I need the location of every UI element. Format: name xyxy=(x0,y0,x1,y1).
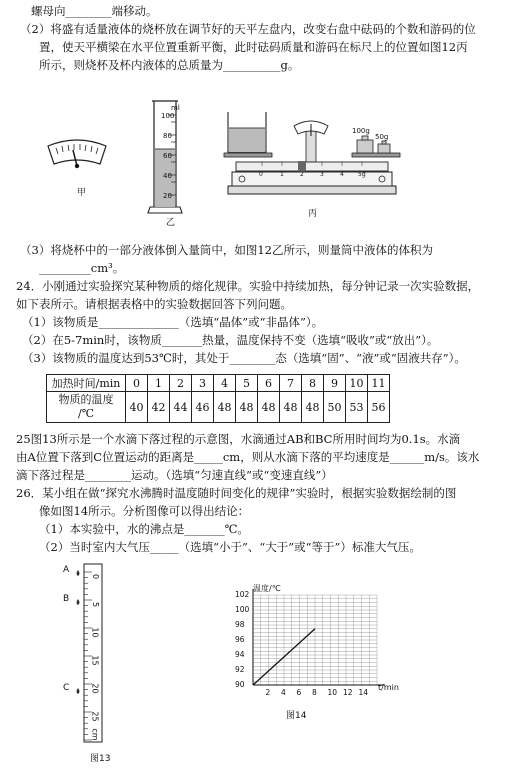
table-cell: 48 xyxy=(258,392,280,423)
table-cell: 44 xyxy=(170,392,192,423)
line-11: （3）该物质的温度达到53℃时，其处于________态（选填“固”、“液”或“固液共存”）。 xyxy=(22,351,466,365)
y-tick-label: 94 xyxy=(235,650,245,659)
scale-num-5g: 5g xyxy=(358,171,366,178)
y-tick-label: 92 xyxy=(235,665,245,674)
line-03: 置，使天平横梁在水平位置重新平衡，此时砝码质量和游码在标尺上的位置如图12丙 xyxy=(39,40,468,54)
figure-13-caption: 图13 xyxy=(90,754,111,764)
line-08: 如下表所示。请根据表格中的实验数据回答下列问题。 xyxy=(16,297,292,311)
line-15: 26．某小组在做“探究水沸腾时温度随时间变化的规律”实验时，根据实验数据绘制的图 xyxy=(16,486,457,500)
table-cell: 10 xyxy=(346,375,368,392)
line-16: 像如图14所示。分析图像可以得出结论： xyxy=(39,504,250,518)
cylinder-tick-60: 60 xyxy=(163,152,172,160)
figure-12-bing-label: 丙 xyxy=(308,209,318,219)
line-17: （1）本实验中，水的沸点是_______℃。 xyxy=(39,522,249,536)
line-13: 由A位置下落到C位置运动的距离是_____cm，则从水滴下落的平均速度是______m/s。该水 xyxy=(16,450,480,464)
y-tick-label: 98 xyxy=(235,620,245,629)
table-cell: 48 xyxy=(214,392,236,423)
y-tick-label: 100 xyxy=(235,605,250,614)
line-12: 25图13所示是一个水滴下落过程的示意图，水滴通过AB和BC所用时间均为0.1s。水滴 xyxy=(16,432,461,446)
table-cell: 48 xyxy=(236,392,258,423)
table-cell: 8 xyxy=(302,375,324,392)
point-b-label: B xyxy=(63,594,70,604)
weight-100g: 100g xyxy=(352,127,370,135)
ruler-num-15: 15 xyxy=(90,655,100,666)
ruler-num-0: 0 xyxy=(91,573,101,580)
figure-12-yi-label: 乙 xyxy=(166,218,176,228)
line-02: （2）将盛有适量液体的烧杯放在调节好的天平左盘内，改变右盘中砝码的个数和游码的位 xyxy=(20,22,476,36)
line-05: （3）将烧杯中的一部分液体倒入量筒中，如图12乙所示，则量筒中液体的体积为 xyxy=(20,243,433,257)
ruler-num-5: 5 xyxy=(91,601,101,608)
line-10: （2）在5-7min时，该物质_______热量，温度保持不变（选填“吸收”或“放出”）。 xyxy=(22,333,439,347)
table-cell: 7 xyxy=(280,375,302,392)
ruler-unit: cm xyxy=(90,728,100,741)
melting-data-table xyxy=(46,374,390,423)
table-row-temp xyxy=(47,392,390,423)
x-tick-label: 6 xyxy=(296,688,302,697)
scale-num-2: 2 xyxy=(300,171,304,178)
x-tick-label: 4 xyxy=(281,688,286,697)
point-a-label: A xyxy=(63,565,70,575)
ruler-num-10: 10 xyxy=(90,627,100,638)
chart-ylabel: 温度/℃ xyxy=(253,584,281,593)
scale-num-3: 3 xyxy=(320,171,324,178)
table-cell: 1 xyxy=(148,375,170,392)
figure-12-jia-label: 甲 xyxy=(77,188,87,198)
table-cell: 46 xyxy=(192,392,214,423)
chart-xlabel: t/min xyxy=(378,683,399,692)
line-14: 滴下落过程是________运动。（选填“匀速直线”或“变速直线”） xyxy=(16,468,333,482)
point-c-label: C xyxy=(63,683,70,693)
ruler-num-25: 25 xyxy=(90,711,100,722)
cylinder-unit: ml xyxy=(171,104,180,112)
cylinder-tick-40: 40 xyxy=(163,172,172,180)
line-09: （1）该物质是______________（选填“晶体”或“非晶体”）。 xyxy=(22,315,324,329)
scale-num-4: 4 xyxy=(340,171,344,178)
ruler-num-20: 20 xyxy=(90,683,100,694)
y-tick-label: 90 xyxy=(235,680,245,689)
line-06: _________cm³。 xyxy=(39,261,125,275)
table-cell: 5 xyxy=(236,375,258,392)
table-header-temp-b: /℃ xyxy=(77,407,94,420)
cylinder-tick-80: 80 xyxy=(163,132,172,140)
line-18: （2）当时室内大气压_____（选填“小于”、“大于”或“等于”）标准大气压。 xyxy=(39,540,421,554)
table-cell: 2 xyxy=(170,375,192,392)
table-cell: 0 xyxy=(126,375,148,392)
table-row-time xyxy=(47,375,390,392)
scale-num-1: 1 xyxy=(280,171,284,178)
x-tick-label: 12 xyxy=(343,688,353,697)
x-tick-label: 8 xyxy=(312,688,317,697)
table-cell: 56 xyxy=(368,392,390,423)
table-cell: 4 xyxy=(214,375,236,392)
x-tick-label: 10 xyxy=(327,688,338,697)
cylinder-tick-20: 20 xyxy=(163,192,172,200)
line-04: 所示，则烧杯及杯内液体的总质量为__________g。 xyxy=(39,58,300,72)
figure-12-bing-balance xyxy=(222,108,402,208)
table-cell: 50 xyxy=(324,392,346,423)
cylinder-tick-100: 100 xyxy=(161,112,175,120)
table-cell: 40 xyxy=(126,392,148,423)
table-cell: 11 xyxy=(368,375,390,392)
table-header-time: 加热时间/min xyxy=(47,375,126,392)
weight-50g: 50g xyxy=(375,133,389,141)
figure-14-caption: 图14 xyxy=(286,711,307,721)
x-tick-label: 14 xyxy=(358,688,369,697)
scale-num-0: 0 xyxy=(259,171,263,178)
table-cell: 6 xyxy=(258,375,280,392)
table-cell: 48 xyxy=(302,392,324,423)
table-cell: 42 xyxy=(148,392,170,423)
table-cell: 9 xyxy=(324,375,346,392)
table-cell: 48 xyxy=(280,392,302,423)
line-01: 螺母向________端移动。 xyxy=(31,4,158,18)
table-cell: 3 xyxy=(192,375,214,392)
line-07: 24．小刚通过实验探究某种物质的熔化规律。实验中持续加热，每分钟记录一次实验数据， xyxy=(16,279,480,293)
y-tick-label: 96 xyxy=(235,635,245,644)
x-tick-label: 2 xyxy=(265,688,271,697)
table-header-temp xyxy=(47,392,126,423)
y-tick-label: 102 xyxy=(235,590,250,599)
table-cell: 53 xyxy=(346,392,368,423)
table-header-temp-a: 物质的温度 xyxy=(58,393,114,406)
figure-14-chart xyxy=(225,585,395,705)
